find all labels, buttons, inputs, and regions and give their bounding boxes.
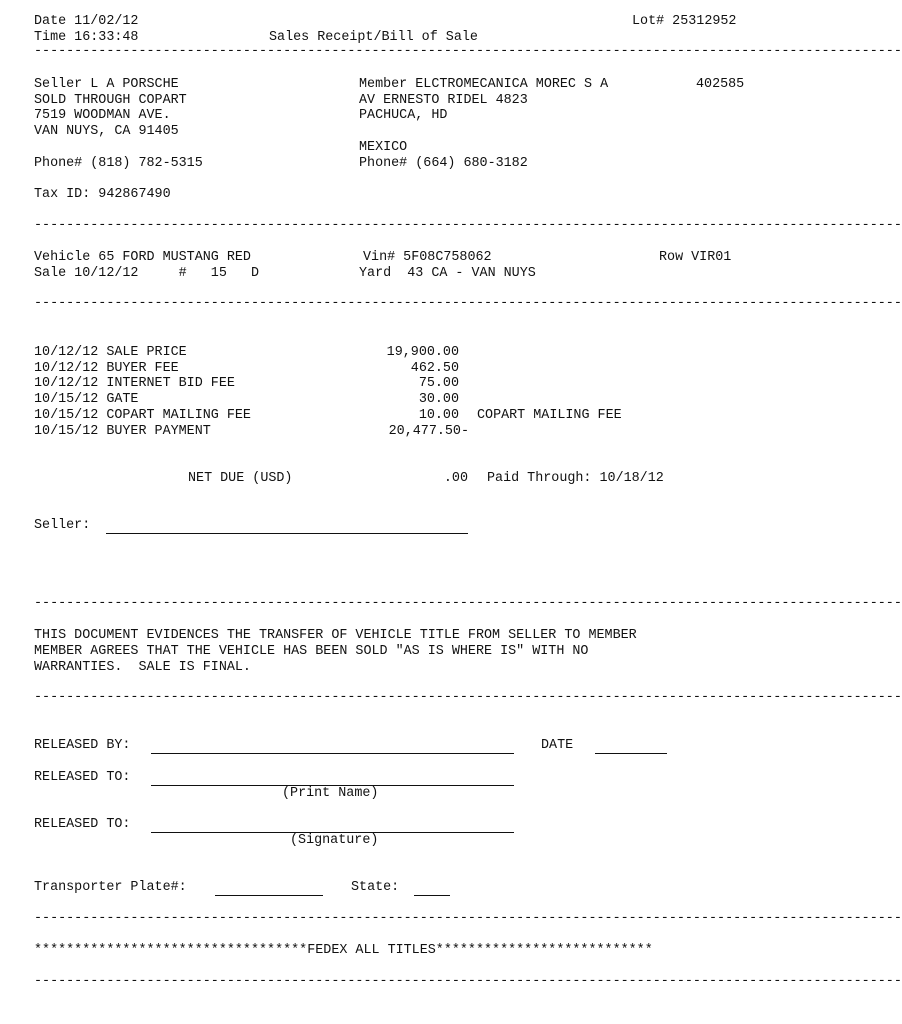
released-to-label: RELEASED TO: xyxy=(34,770,131,785)
charge-amount: 30.00 xyxy=(418,392,459,407)
divider: ------------------------------------------------------------------------------------------------------------ xyxy=(34,218,902,233)
charge-amount: 75.00 xyxy=(418,376,459,391)
fedex-banner: **********************************FEDEX ALL TITLES*************************** xyxy=(34,943,653,958)
released-by-line[interactable] xyxy=(151,753,514,754)
charge-note: COPART MAILING FEE xyxy=(477,408,622,423)
notice-line: THIS DOCUMENT EVIDENCES THE TRANSFER OF VEHICLE TITLE FROM SELLER TO MEMBER xyxy=(34,628,637,643)
member-address: AV ERNESTO RIDEL 4823 xyxy=(359,93,528,108)
seller-signature-line[interactable] xyxy=(106,533,468,534)
charge-desc: 10/15/12 GATE xyxy=(34,392,139,407)
charge-desc: 10/12/12 INTERNET BID FEE xyxy=(34,376,235,391)
signature-caption: (Signature) xyxy=(290,833,379,848)
charge-desc: 10/12/12 SALE PRICE xyxy=(34,345,187,360)
seller-line2: SOLD THROUGH COPART xyxy=(34,93,187,108)
charge-amount: 462.50 xyxy=(410,361,459,376)
member-city: PACHUCA, HD xyxy=(359,108,448,123)
divider: ------------------------------------------------------------------------------------------------------------ xyxy=(34,44,902,59)
member-number: 402585 xyxy=(696,77,745,92)
net-due-label: NET DUE (USD) xyxy=(188,471,293,486)
charge-desc: 10/15/12 BUYER PAYMENT xyxy=(34,424,211,439)
document-time: Time 16:33:48 xyxy=(34,30,139,45)
lot-number: Lot# 25312952 xyxy=(632,14,737,29)
date-line[interactable] xyxy=(595,753,667,754)
transporter-plate-label: Transporter Plate#: xyxy=(34,880,187,895)
charge-amount: 19,900.00 xyxy=(386,345,459,360)
charge-amount: 10.00 xyxy=(418,408,459,423)
seller-tax-id: Tax ID: 942867490 xyxy=(34,187,171,202)
print-name-caption: (Print Name) xyxy=(282,786,379,801)
charge-desc: 10/12/12 BUYER FEE xyxy=(34,361,179,376)
divider: ------------------------------------------------------------------------------------------------------------ xyxy=(34,690,902,705)
state-line[interactable] xyxy=(414,895,450,896)
seller-city: VAN NUYS, CA 91405 xyxy=(34,124,179,139)
transporter-plate-line[interactable] xyxy=(215,895,323,896)
notice-line: WARRANTIES. SALE IS FINAL. xyxy=(34,660,251,675)
divider: ------------------------------------------------------------------------------------------------------------ xyxy=(34,296,902,311)
member-name: Member ELCTROMECANICA MOREC S A xyxy=(359,77,609,92)
released-to-label: RELEASED TO: xyxy=(34,817,131,832)
vehicle-description: Vehicle 65 FORD MUSTANG RED xyxy=(34,250,251,265)
yard-info: Yard 43 CA - VAN NUYS xyxy=(359,266,536,281)
charge-amount: 20,477.50- xyxy=(388,424,469,439)
seller-signature-label: Seller: xyxy=(34,518,91,533)
released-by-label: RELEASED BY: xyxy=(34,738,131,753)
paid-through: Paid Through: 10/18/12 xyxy=(487,471,664,486)
charge-desc: 10/15/12 COPART MAILING FEE xyxy=(34,408,251,423)
document-date: Date 11/02/12 xyxy=(34,14,139,29)
member-country: MEXICO xyxy=(359,140,408,155)
seller-address: 7519 WOODMAN AVE. xyxy=(34,108,171,123)
state-label: State: xyxy=(351,880,400,895)
divider: ------------------------------------------------------------------------------------------------------------ xyxy=(34,596,902,611)
net-due-amount: .00 xyxy=(443,471,468,486)
date-label: DATE xyxy=(541,738,574,753)
vehicle-row: Row VIR01 xyxy=(659,250,732,265)
seller-name: Seller L A PORSCHE xyxy=(34,77,179,92)
divider: ------------------------------------------------------------------------------------------------------------ xyxy=(34,911,902,926)
seller-phone: Phone# (818) 782-5315 xyxy=(34,156,203,171)
vehicle-vin: Vin# 5F08C758062 xyxy=(363,250,492,265)
divider: ------------------------------------------------------------------------------------------------------------ xyxy=(34,974,902,989)
notice-line: MEMBER AGREES THAT THE VEHICLE HAS BEEN SOLD "AS IS WHERE IS" WITH NO xyxy=(34,644,589,659)
sale-info: Sale 10/12/12 # 15 D xyxy=(34,266,259,281)
document-title: Sales Receipt/Bill of Sale xyxy=(269,30,478,45)
member-phone: Phone# (664) 680-3182 xyxy=(359,156,528,171)
